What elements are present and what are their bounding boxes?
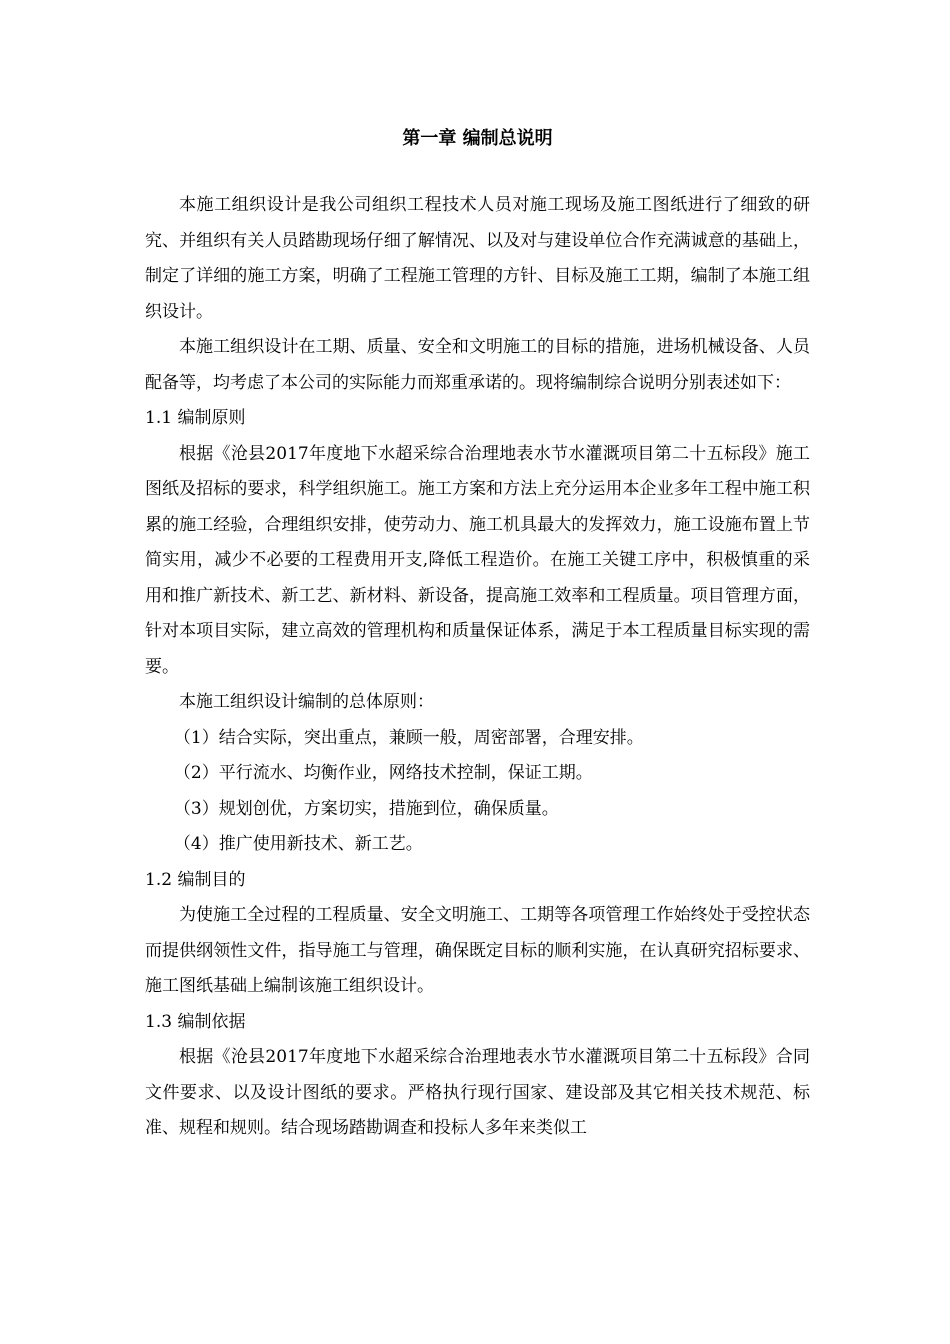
section-1-3-paragraph: 根据《沧县2017年度地下水超采综合治理地表水节水灌溉项目第二十五标段》合同文件要求、以及设计图纸的要求。严格执行现行国家、建设部及其它相关技术规范、标准、规程和规则。结合现场踏勘调查和投标人多年来类似工 bbox=[145, 1047, 810, 1138]
principle-item-4: （4）推广使用新技术、新工艺。 bbox=[173, 834, 423, 854]
principle-item-2: （2）平行流水、均衡作业，网络技术控制，保证工期。 bbox=[173, 763, 593, 783]
principle-item-1: （1）结合实际，突出重点，兼顾一般，周密部署，合理安排。 bbox=[173, 727, 644, 748]
section-1-2-paragraph: 为使施工全过程的工程质量、安全文明施工、工期等各项管理工作始终处于受控状态而提供纲领性文件，指导施工与管理，确保既定目标的顺利实施，在认真研究招标要求、施工图纸基础上编制该施工组织设计。 bbox=[145, 905, 810, 996]
principles-intro: 本施工组织设计编制的总体原则： bbox=[179, 692, 434, 712]
section-1-1-paragraph: 根据《沧县2017年度地下水超采综合治理地表水节水灌溉项目第二十五标段》施工图纸及招标的要求，科学组织施工。施工方案和方法上充分运用本企业多年工程中施工积累的施工经验，合理组织安排，使劳动力、施工机具最大的发挥效力，施工设施布置上节简实用，减少不必要的工程费用开支,降低工程造价。在施工关键工序中，积极慎重的采用和推广新技术、新工艺、新材料、新设备，提高施工效率和工程质量。项目管理方面，针对本项目实际，建立高效的管理机构和质量保证体系，满足于本工程质量目标实现的需要。 bbox=[145, 443, 810, 677]
section-heading-1-3: 1.3 编制依据 bbox=[145, 1011, 246, 1032]
section-heading-1-1: 1.1 编制原则 bbox=[145, 408, 246, 428]
chapter-title: 第一章 编制总说明 bbox=[402, 128, 553, 149]
intro-paragraph-1: 本施工组织设计是我公司组织工程技术人员对施工现场及施工图纸进行了细致的研究、并组织有关人员踏勘现场仔细了解情况、以及对与建设单位合作充满诚意的基础上，制定了详细的施工方案，明确了工程施工管理的方针、目标及施工工期，编制了本施工组织设计。 bbox=[145, 195, 810, 322]
intro-paragraph-2: 本施工组织设计在工期、质量、安全和文明施工的目标的措施，进场机械设备、人员配备等，均考虑了本公司的实际能力而郑重承诺的。现将编制综合说明分别表述如下： bbox=[145, 337, 810, 393]
section-heading-1-2: 1.2 编制目的 bbox=[145, 869, 246, 890]
principle-item-3: （3）规划创优，方案切实，措施到位，确保质量。 bbox=[173, 798, 559, 819]
